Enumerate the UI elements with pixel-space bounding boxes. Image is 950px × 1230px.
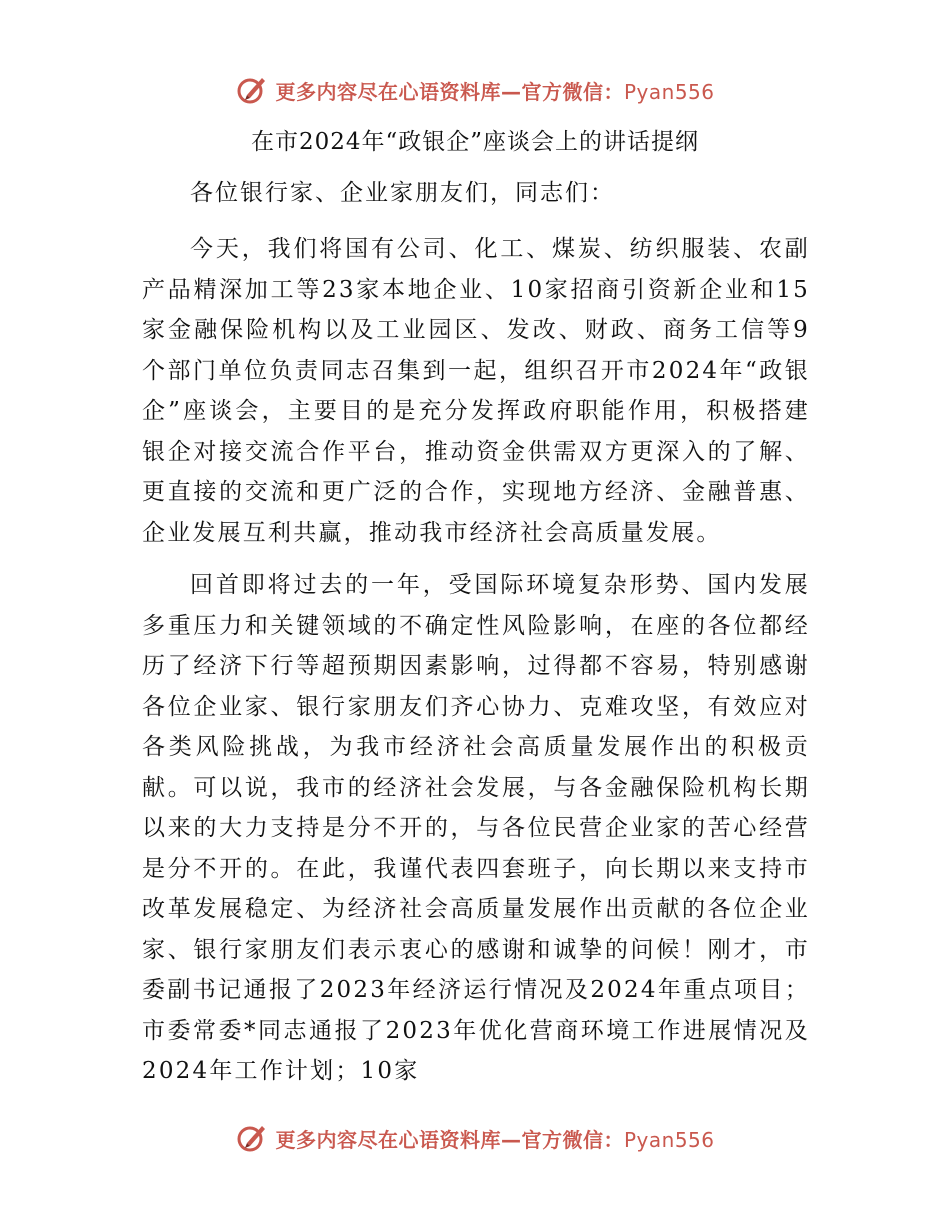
paragraph-1: 今天，我们将国有公司、化工、煤炭、纺织服装、农副产品精深加工等23家本地企业、10家招商引资新企业和15家金融保险机构以及工业园区、发改、财政、商务工信等9个部门单位负责同志召集到一起，组织召开市2024年“政银企”座谈会，主要目的是充分发挥政府职能作用，积极搭建银企对接交流合作平台，推动资金供需双方更深入的了解、更直接的交流和更广泛的合作，实现地方经济、金融普惠、企业发展互利共赢，推动我市经济社会高质量发展。 [142,236,810,546]
paragraph-2: 回首即将过去的一年，受国际环境复杂形势、国内发展多重压力和关键领域的不确定性风险影响，在座的各位都经历了经济下行等超预期因素影响，过得都不容易，特别感谢各位企业家、银行家朋友们齐心协力、克难攻坚，有效应对各类风险挑战，为我市经济社会高质量发展作出的积极贡献。可以说，我市的经济社会发展，与各金融保险机构长期以来的大力支持是分不开的，与各位民营企业家的苦心经营是分不开的。在此，我谨代表四套班子，向长期以来支持市改革发展稳定、为经济社会高质量发展作出贡献的各位企业家、银行家朋友们表示衷心的感谢和诚挚的问候！刚才，市委副书记通报了2023年经济运行情况及2024年重点项目；市委常委*同志通报了2023年优化营商环境工作进展情况及2024年工作计划；10家 [142,572,810,1084]
watermark-label: 更多内容尽在心语资料库—官方微信： [275,1127,624,1152]
pen-circle-logo-icon [235,73,269,107]
watermark-text [275,1124,714,1153]
pen-circle-logo-icon [235,1121,269,1155]
watermark-label: 更多内容尽在心语资料库—官方微信： [275,79,624,104]
watermark-text [275,76,714,105]
watermark-handle: Pyan556 [623,79,715,104]
document-body [142,170,810,1104]
header-watermark [0,70,950,110]
document-title: 在市2024年“政银企”座谈会上的讲话提纲 [250,129,700,155]
watermark-handle: Pyan556 [623,1127,715,1152]
footer-watermark [0,1118,950,1158]
salutation: 各位银行家、企业家朋友们，同志们： [190,180,615,206]
